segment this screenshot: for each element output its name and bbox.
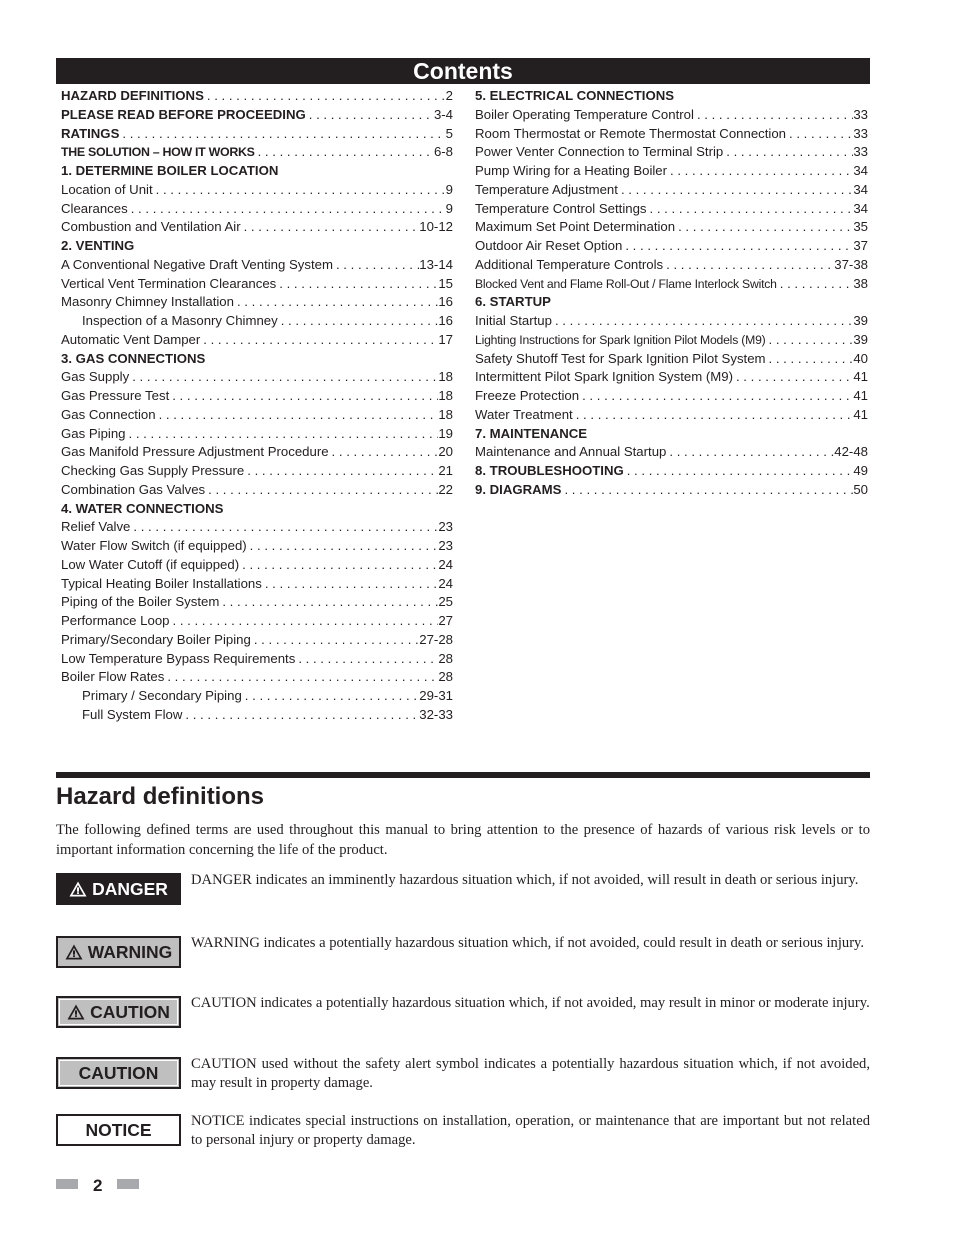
toc-entry[interactable] (61, 443, 453, 462)
toc-leader-dots (295, 650, 438, 669)
toc-entry[interactable] (61, 125, 453, 144)
toc-entry[interactable] (475, 406, 868, 425)
toc-leader-dots (278, 312, 439, 331)
danger-label (56, 873, 181, 905)
toc-entry-page: 5 (445, 125, 453, 141)
toc-entry-title: 3. GAS CONNECTIONS (61, 350, 206, 366)
toc-entry-title: Maintenance and Annual Startup (475, 444, 667, 460)
toc-entry-page: 15 (438, 275, 453, 291)
toc-entry-page: 27-28 (419, 631, 453, 647)
toc-entry[interactable] (475, 143, 868, 162)
toc-entry-page: 33 (853, 106, 868, 122)
toc-entry[interactable] (475, 125, 868, 144)
toc-entry[interactable] (61, 612, 453, 631)
toc-entry-page: 22 (438, 481, 453, 497)
toc-leader-dots (552, 312, 853, 331)
toc-entry-page: 29-31 (419, 688, 453, 703)
toc-entry-page: 40 (853, 350, 868, 366)
toc-entry-title: 1. DETERMINE BOILER LOCATION (61, 163, 279, 178)
toc-entry-page: 25 (438, 594, 453, 610)
toc-leader-dots (119, 125, 445, 144)
toc-leader-dots (561, 481, 853, 500)
toc-entry-page: 6-8 (433, 144, 453, 160)
toc-entry-title: Piping of the Boiler System (61, 594, 220, 610)
toc-entry[interactable] (61, 293, 453, 312)
toc-entry-page: 38 (853, 275, 868, 291)
toc-entry-page: 9 (445, 181, 453, 197)
toc-entry-title: A Conventional Negative Draft Venting System (61, 256, 333, 272)
toc-leader-dots (723, 143, 853, 162)
toc-entry-title: Temperature Control Settings (475, 200, 647, 216)
toc-entry-title: Blocked Vent and Flame Roll-Out / Flame Interlock Switch (475, 276, 777, 291)
toc-entry[interactable] (475, 275, 868, 294)
hazard-item (56, 936, 870, 976)
toc-leader-dots (624, 462, 854, 481)
toc-leader-dots (262, 575, 438, 594)
toc-entry-title: Masonry Chimney Installation (61, 294, 234, 310)
toc-entry[interactable] (475, 181, 868, 200)
toc-entry[interactable] (61, 218, 453, 237)
toc-leader-dots (126, 425, 439, 444)
toc-leader-dots (129, 368, 438, 387)
toc-entry[interactable] (475, 106, 868, 125)
toc-leader-dots (164, 668, 438, 687)
toc-entry-page: 33 (853, 144, 868, 160)
toc-leader-dots (247, 537, 439, 556)
toc-entry-page: 18 (438, 388, 453, 403)
hazard-description: CAUTION indicates a potentially hazardous situation which, if not avoided, may result in minor or moderate injury. (191, 995, 870, 1011)
toc-entry-title: Room Thermostat or Remote Thermostat Connection (475, 125, 787, 141)
toc-entry-title: Typical Heating Boiler Installations (61, 575, 262, 591)
toc-entry[interactable] (61, 650, 453, 669)
toc-entry[interactable] (475, 200, 868, 219)
toc-entry[interactable] (61, 631, 453, 650)
toc-entry[interactable] (61, 106, 453, 125)
toc-entry[interactable] (475, 425, 868, 444)
toc-entry-page: 37-38 (834, 256, 868, 272)
toc-entry[interactable] (61, 331, 453, 350)
toc-entry[interactable] (61, 481, 453, 500)
toc-entry[interactable] (475, 256, 868, 275)
safety-alert-icon (65, 944, 83, 960)
toc-leader-dots (666, 443, 834, 462)
toc-entry[interactable] (61, 162, 453, 181)
toc-entry[interactable] (475, 293, 868, 312)
toc-entry-page: 20 (438, 444, 453, 460)
toc-leader-dots (777, 275, 854, 294)
toc-entry[interactable] (475, 331, 868, 350)
toc-entry[interactable] (61, 275, 453, 294)
toc-entry-page: 9 (445, 200, 453, 216)
toc-entry-title: Maximum Set Point Determination (475, 219, 676, 235)
toc-entry-title: THE SOLUTION – HOW IT WORKS (61, 145, 255, 160)
toc-entry[interactable] (61, 518, 453, 537)
toc-entry-title: Water Flow Switch (if equipped) (61, 538, 247, 553)
toc-entry[interactable] (61, 500, 453, 519)
toc-entry-title: Combination Gas Valves (61, 481, 206, 497)
toc-entry-title: 8. TROUBLESHOOTING (475, 463, 624, 478)
toc-leader-dots (306, 106, 434, 125)
toc-leader-dots (579, 387, 853, 406)
toc-entry[interactable] (61, 368, 453, 387)
toc-entry[interactable] (475, 162, 868, 181)
toc-entry-title: Gas Supply (61, 369, 130, 385)
page-number: 2 (93, 1176, 103, 1195)
hazard-item (56, 996, 870, 1036)
toc-leader-dots (766, 331, 854, 350)
toc-entry-page: 49 (853, 463, 868, 478)
toc-right-column (475, 87, 868, 500)
toc-entry-page: 41 (853, 388, 868, 403)
toc-entry-title: Vertical Vent Termination Clearances (61, 275, 277, 291)
toc-entry-page: 37 (853, 238, 868, 253)
hazard-description: NOTICE indicates special instructions on installation, operation, or maintenance that are important but not related to personal injury or property damage. (191, 1113, 870, 1149)
safety-alert-icon (67, 1004, 85, 1020)
toc-entry[interactable] (61, 200, 453, 219)
toc-entry-title: 4. WATER CONNECTIONS (61, 500, 224, 516)
toc-entry[interactable] (61, 406, 453, 425)
toc-entry-page: 16 (438, 313, 453, 328)
toc-entry-page: 13-14 (419, 256, 453, 272)
hazard-section-title: Hazard definitions (56, 783, 265, 810)
toc-leader-dots (647, 200, 854, 219)
toc-leader-dots (169, 387, 438, 406)
toc-entry-title: 9. DIAGRAMS (475, 481, 562, 497)
section-divider (56, 772, 870, 778)
toc-entry-title: Boiler Flow Rates (61, 669, 165, 685)
toc-entry-title: Lighting Instructions for Spark Ignition Pilot Models (M9) (475, 332, 766, 347)
toc-leader-dots (242, 687, 419, 706)
toc-leader-dots (234, 293, 438, 312)
toc-entry-title: Clearances (61, 200, 128, 216)
toc-entry[interactable] (61, 181, 453, 200)
toc-entry-title: Automatic Vent Damper (61, 331, 201, 347)
toc-entry[interactable] (61, 425, 453, 444)
toc-entry-page: 2 (445, 88, 453, 103)
toc-entry-title: Additional Temperature Controls (475, 256, 664, 272)
toc-entry-title: 6. STARTUP (475, 294, 551, 310)
contents-title: Contents (56, 58, 870, 84)
toc-leader-dots (667, 162, 853, 181)
toc-entry-title: Temperature Adjustment (475, 181, 618, 197)
toc-entry-title: Power Venter Connection to Terminal Strip (475, 144, 724, 160)
footer-bar-right (117, 1179, 139, 1189)
toc-entry-page: 41 (853, 406, 868, 422)
toc-entry[interactable] (61, 593, 453, 612)
toc-entry-title: Outdoor Air Reset Option (475, 238, 623, 253)
toc-entry[interactable] (475, 350, 868, 369)
toc-entry-title: Relief Valve (61, 519, 131, 535)
toc-leader-dots (170, 612, 439, 631)
toc-entry-page: 23 (438, 519, 453, 535)
toc-left-column (61, 87, 453, 725)
toc-entry-title: HAZARD DEFINITIONS (61, 88, 204, 103)
toc-entry-title: Checking Gas Supply Pressure (61, 463, 245, 478)
toc-entry-title: Initial Startup (475, 313, 552, 328)
toc-leader-dots (663, 256, 834, 275)
toc-entry-title: Freeze Protection (475, 388, 580, 403)
toc-leader-dots (251, 631, 419, 650)
toc-entry-title: Combustion and Ventilation Air (61, 219, 241, 235)
toc-entry-page: 34 (853, 181, 868, 197)
toc-leader-dots (573, 406, 854, 425)
toc-entry-page: 24 (438, 575, 453, 591)
toc-leader-dots (219, 593, 438, 612)
footer-bar-left (56, 1179, 78, 1189)
toc-entry-title: Inspection of a Masonry Chimney (82, 313, 278, 328)
toc-leader-dots (766, 350, 854, 369)
toc-entry-page: 19 (438, 425, 453, 441)
toc-leader-dots (329, 443, 439, 462)
toc-entry-page: 28 (438, 669, 453, 685)
toc-entry-page: 28 (438, 650, 453, 666)
hazard-description: CAUTION used without the safety alert symbol indicates a potentially hazardous situation which, if not avoided, may result in property damage. (191, 1056, 870, 1092)
toc-entry-page: 24 (438, 556, 453, 572)
toc-entry-page: 18 (438, 369, 453, 385)
toc-entry-title: 5. ELECTRICAL CONNECTIONS (475, 88, 675, 103)
toc-entry-title: Low Water Cutoff (if equipped) (61, 556, 240, 572)
toc-entry[interactable] (61, 687, 453, 706)
toc-entry-page: 23 (438, 538, 453, 553)
toc-leader-dots (200, 331, 438, 350)
toc-leader-dots (244, 462, 438, 481)
toc-entry-title: PLEASE READ BEFORE PROCEEDING (61, 106, 306, 122)
toc-leader-dots (333, 256, 419, 275)
toc-leader-dots (130, 518, 438, 537)
toc-entry[interactable] (61, 575, 453, 594)
toc-entry[interactable] (61, 256, 453, 275)
toc-entry[interactable] (475, 481, 868, 500)
toc-entry-title: Intermittent Pilot Spark Ignition System (M9) (475, 369, 733, 385)
toc-entry-page: 41 (853, 369, 868, 385)
toc-entry[interactable] (61, 143, 453, 162)
toc-leader-dots (694, 106, 853, 125)
toc-entry-title: Safety Shutoff Test for Spark Ignition Pilot System (475, 350, 766, 366)
toc-entry-page: 3-4 (433, 106, 453, 122)
toc-entry-title: Pump Wiring for a Heating Boiler (475, 163, 668, 178)
toc-leader-dots (153, 181, 446, 200)
toc-entry[interactable] (61, 387, 453, 406)
hazard-item (56, 873, 870, 913)
toc-entry[interactable] (61, 462, 453, 481)
toc-entry[interactable] (475, 387, 868, 406)
toc-leader-dots (675, 218, 853, 237)
hazard-label-text: WARNING (87, 941, 173, 962)
toc-leader-dots (276, 275, 438, 294)
hazard-item (56, 1057, 870, 1097)
toc-entry-title: 2. VENTING (61, 238, 135, 253)
toc-leader-dots (733, 368, 853, 387)
safety-alert-icon (69, 881, 87, 897)
toc-entry-page: 16 (438, 294, 453, 310)
hazard-label-text: CAUTION (78, 1062, 159, 1083)
caution-sym-label (56, 996, 181, 1028)
toc-entry[interactable] (61, 556, 453, 575)
toc-entry[interactable] (61, 537, 453, 556)
toc-entry-title: Gas Manifold Pressure Adjustment Procedure (61, 444, 329, 460)
toc-entry[interactable] (61, 706, 453, 725)
toc-entry[interactable] (61, 87, 453, 106)
toc-entry-page: 10-12 (419, 219, 453, 235)
hazard-label-text: NOTICE (85, 1119, 152, 1140)
toc-entry[interactable] (475, 462, 868, 481)
toc-entry-title: Water Treatment (475, 406, 573, 422)
toc-entry-page: 17 (438, 331, 453, 347)
toc-entry[interactable] (475, 368, 868, 387)
hazard-intro: The following defined terms are used throughout this manual to bring attention to the presence of hazards of various risk levels or to important information concerning the life of the product. (56, 822, 870, 858)
hazard-item (56, 1114, 870, 1154)
toc-entry[interactable] (61, 312, 453, 331)
notice-label (56, 1114, 181, 1146)
toc-entry-title: Primary / Secondary Piping (82, 688, 242, 703)
hazard-label-text: CAUTION (90, 1001, 170, 1022)
toc-entry-title: Boiler Operating Temperature Control (475, 106, 694, 122)
toc-entry[interactable] (475, 237, 868, 256)
toc-entry-page: 34 (853, 163, 868, 178)
toc-leader-dots (205, 481, 438, 500)
toc-entry-page: 39 (853, 313, 868, 328)
warning-label (56, 936, 181, 968)
toc-leader-dots (182, 706, 419, 725)
toc-entry-page: 21 (438, 463, 453, 478)
toc-leader-dots (128, 200, 446, 219)
toc-entry-title: Primary/Secondary Boiler Piping (61, 631, 251, 647)
toc-entry-page: 34 (853, 200, 868, 216)
hazard-description: DANGER indicates an imminently hazardous situation which, if not avoided, will result in death or serious injury. (191, 872, 859, 888)
toc-entry[interactable] (475, 312, 868, 331)
toc-entry-page: 33 (853, 125, 868, 141)
toc-entry-page: 50 (853, 481, 868, 497)
toc-leader-dots (241, 218, 420, 237)
toc-leader-dots (618, 181, 853, 200)
toc-entry-page: 32-33 (419, 706, 453, 722)
toc-entry-title: Location of Unit (61, 181, 153, 197)
toc-entry-title: Gas Connection (61, 406, 156, 422)
toc-leader-dots (255, 143, 434, 162)
toc-entry-title: Gas Piping (61, 425, 126, 441)
toc-entry[interactable] (61, 237, 453, 256)
toc-entry-page: 42-48 (834, 444, 868, 460)
toc-leader-dots (786, 125, 853, 144)
toc-entry-page: 39 (853, 331, 868, 347)
toc-entry-page: 27 (438, 613, 453, 628)
toc-entry-title: Gas Pressure Test (61, 388, 170, 403)
toc-entry-page: 18 (438, 406, 453, 422)
caution-plain-label (56, 1057, 181, 1089)
toc-entry[interactable] (475, 443, 868, 462)
hazard-description: WARNING indicates a potentially hazardous situation which, if not avoided, could result in death or serious injury. (191, 935, 865, 951)
toc-entry[interactable] (475, 87, 868, 106)
toc-leader-dots (156, 406, 439, 425)
toc-entry-title: 7. MAINTENANCE (475, 425, 588, 441)
toc-entry[interactable] (61, 668, 453, 687)
toc-entry-page: 35 (853, 219, 868, 235)
toc-leader-dots (204, 87, 446, 106)
toc-entry-title: Full System Flow (82, 706, 183, 722)
toc-entry-title: RATINGS (61, 125, 120, 141)
toc-entry[interactable] (475, 218, 868, 237)
toc-entry-title: Performance Loop (61, 613, 170, 628)
hazard-label-text: DANGER (92, 878, 168, 899)
toc-entry[interactable] (61, 350, 453, 369)
toc-leader-dots (622, 237, 853, 256)
toc-leader-dots (239, 556, 438, 575)
toc-entry-title: Low Temperature Bypass Requirements (61, 650, 296, 666)
